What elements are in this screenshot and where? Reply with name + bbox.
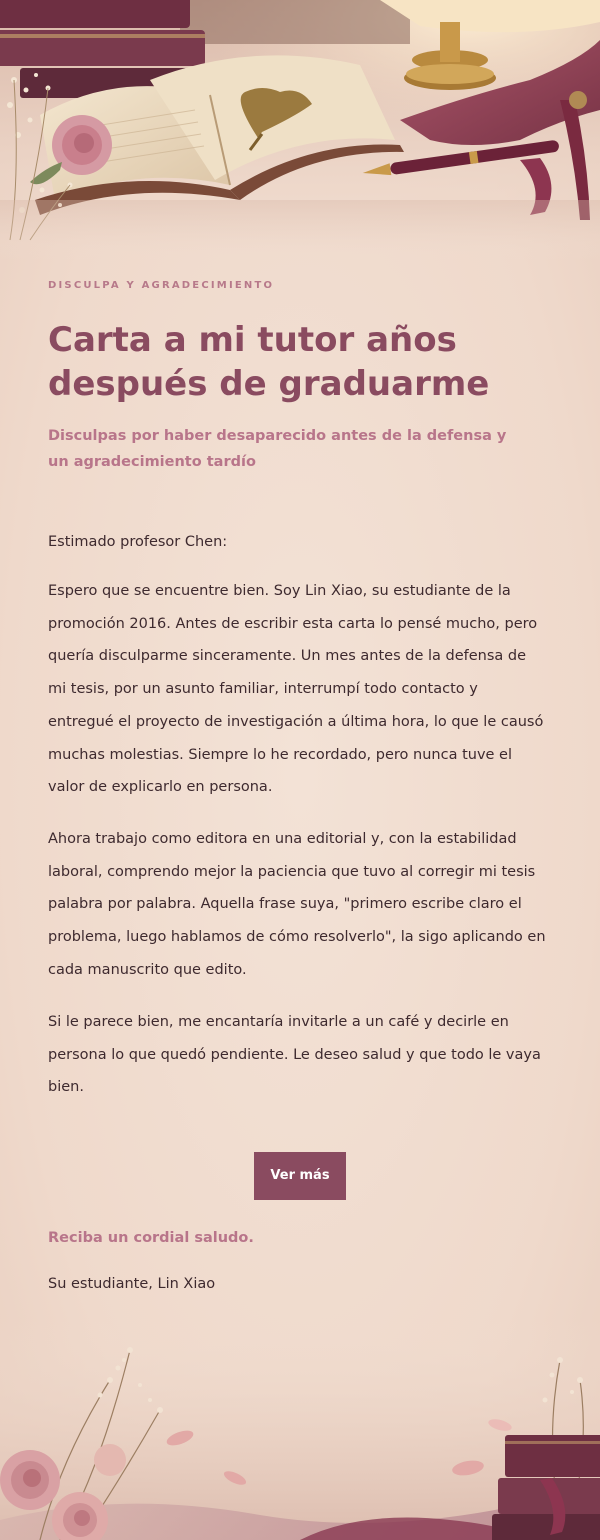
letter-paragraph: Si le parece bien, me encantaría invitarle a un café y decirle en persona lo que quedó pendiente. Le deseo salud y que todo le vaya bien. xyxy=(48,1014,541,1096)
letter-paragraph: Espero que se encuentre bien. Soy Lin Xiao, su estudiante de la promoción 2016. Antes de escribir esta carta lo pensé mucho, pero quería disculparme sinceramente. Un mes antes de la defensa de mi tesis, por un asunto familiar, interrumpí todo contacto y entregué el proyecto de investigación a última hora, lo que le causó muchas molestias. Siempre lo he recordado, pero nunca tuve el valor de explicarlo en persona. xyxy=(48,583,544,796)
letter-category: DISCULPA Y AGRADECIMIENTO xyxy=(48,280,275,291)
letter-subtitle: Disculpas por haber desaparecido antes de la defensa y un agradecimiento tardío xyxy=(48,428,507,470)
letter-paragraph: Ahora trabajo como editora en una editorial y, con la estabilidad laboral, comprendo mejor la paciencia que tuvo al corregir mi tesis palabra por palabra. Aquella frase suya, "primero escribe claro el problema, luego hablamos de cómo resolverlo", la sigo aplicando en cada manuscrito que edito. xyxy=(48,831,546,978)
letter-closing: Reciba un cordial saludo. xyxy=(48,1230,254,1246)
dried-flowers-and-books-icon xyxy=(0,1320,600,1540)
letter-signature: Su estudiante, Lin Xiao xyxy=(48,1276,216,1292)
letter-greeting: Estimado profesor Chen: xyxy=(48,534,228,550)
see-more-button[interactable]: Ver más xyxy=(254,1152,346,1200)
letter-title: Carta a mi tutor años después de graduarme xyxy=(48,320,490,404)
vintage-desk-still-life-icon xyxy=(0,0,600,260)
